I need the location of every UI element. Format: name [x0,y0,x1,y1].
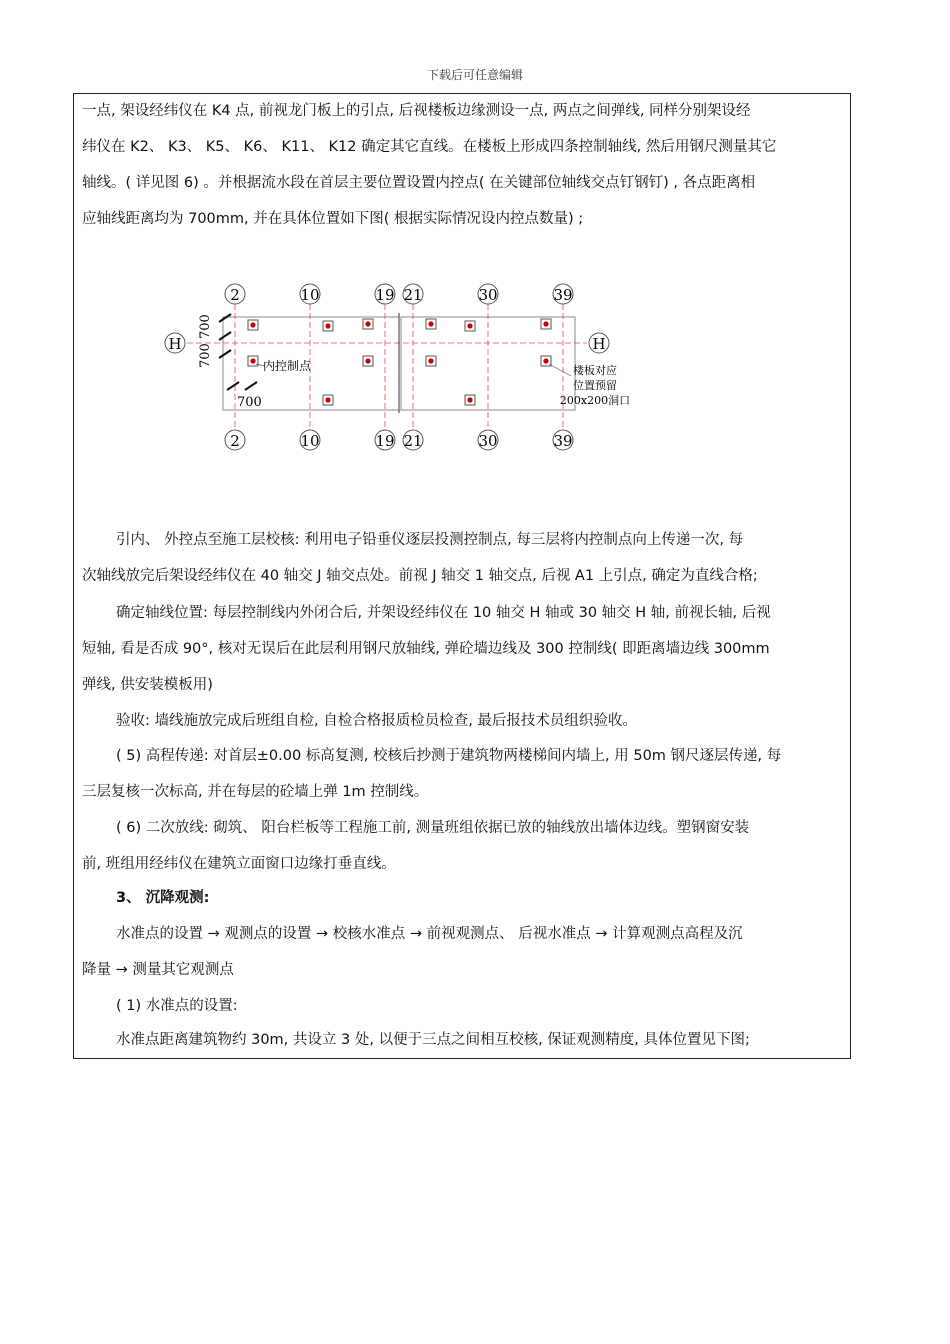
svg-text:19: 19 [375,432,395,450]
axis-bubble [478,284,498,304]
svg-text:30: 30 [478,286,498,304]
paragraph-benchmark-setup [82,1022,878,1058]
paragraph-elevation-transfer [82,738,878,810]
svg-text:21: 21 [403,286,423,304]
row-label-left [165,333,185,353]
svg-text:19: 19 [375,286,395,304]
svg-text:2: 2 [230,432,240,450]
svg-text:10: 10 [300,432,320,450]
dimension-horizontal-label: 700 [237,395,262,410]
text-line: 三层复核一次标高, 并在每层的砼墙上弹 1m 控制线。 [82,784,429,800]
text-line: 轴线。( 详见图 6) 。并根据流水段在首层主要位置设置内控点( 在关键部位轴线交点钉钢钉) , 各点距离相 [82,175,756,191]
control-point [363,319,373,329]
row-label-right [589,333,609,353]
axis-bubble [375,430,395,450]
svg-text:21: 21 [403,432,423,450]
paragraph-secondary-layout [82,810,878,882]
axis-bubble [300,284,320,304]
text-line: 纬仪在 K2、 K3、 K5、 K6、 K11、 K12 确定其它直线。在楼板上形成四条控制轴线, 然后用钢尺测量其它 [82,139,777,155]
axis-bubble [553,284,573,304]
paragraph-acceptance [82,703,878,739]
text-line: 验收: 墙线施放完成后班组自检, 自检合格报质检员检查, 最后报技术员组织验收。 [116,713,637,729]
axis-bubble [553,430,573,450]
text-line: 确定轴线位置: 每层控制线内外闭合后, 并架设经纬仪在 10 轴交 H 轴或 30 轴交 H 轴, 前视长轴, 后视 [116,605,771,621]
svg-text:H: H [592,335,606,353]
control-point [541,319,551,329]
opening-note-line: 楼板对应 [573,364,617,377]
text-line: ( 1) 水准点的设置: [116,998,238,1014]
text-line: 一点, 架设经纬仪在 K4 点, 前视龙门板上的引点, 后视楼板边缘测设一点, 两点之间弹线, 同样分别架设经 [82,103,751,119]
axis-bubble [225,284,245,304]
paragraph-axis-position [82,595,878,703]
control-point [323,395,333,405]
text-line: ( 6) 二次放线: 砌筑、 阳台栏板等工程施工前, 测量班组依据已放的轴线放出墙体边线。塑钢窗安装 [116,820,750,836]
text-line: 水准点距离建筑物约 30m, 共设立 3 处, 以便于三点之间相互校核, 保证观测精度, 具体位置见下图; [116,1032,750,1048]
paragraph-settlement-flow [82,916,878,988]
paragraph-benchmark-heading [82,988,878,1024]
control-point [323,321,333,331]
control-point [248,356,258,366]
svg-text:H: H [168,335,182,353]
svg-text:2: 2 [230,286,240,304]
text-line: 次轴线放完后架设经纬仪在 40 轴交 J 轴交点处。前视 J 轴交 1 轴交点, 后视 A1 上引点, 确定为直线合格; [82,568,758,584]
text-line: 前, 班组用经纬仪在建筑立面窗口边缘打垂直线。 [82,856,396,872]
opening-note-line: 200x200洞口 [559,394,631,407]
opening-note-line: 位置预留 [573,379,617,392]
control-point [248,320,258,330]
axis-bubble [478,430,498,450]
text-line: ( 5) 高程传递: 对首层±0.00 标高复测, 校核后抄测于建筑物两楼梯间内墙上, 用 50m 钢尺逐层传递, 每 [116,748,782,764]
page-header: 下载后可任意编辑 [426,68,523,82]
axis-bubble [300,430,320,450]
svg-text:30: 30 [478,432,498,450]
axis-bubble [225,430,245,450]
text-line: 降量 → 测量其它观测点 [82,962,234,978]
axis-bubble [403,284,423,304]
dimension-vertical-label: 700 700 [198,314,213,368]
axis-bubble [375,284,395,304]
control-point [465,321,475,331]
svg-text:39: 39 [553,432,573,450]
text-line: 水准点的设置 → 观测点的设置 → 校核水准点 → 前视观测点、 后视水准点 → 计算观测点高程及沉 [116,926,743,942]
axis-bubble [403,430,423,450]
control-point [465,395,475,405]
control-point-diagram [155,278,675,458]
text-line: 应轴线距离均为 700mm, 并在具体位置如下图( 根据实际情况设内控点数量) ; [82,211,584,227]
paragraph-control-transfer [82,522,878,594]
axis-labels-top [225,284,573,304]
control-point [426,319,436,329]
control-point [363,356,373,366]
text-line: 弹线, 供安装模板用) [82,677,213,693]
control-point [426,356,436,366]
axis-labels-bottom [225,430,573,450]
text-line: 引内、 外控点至施工层校核: 利用电子铅垂仪逐层投测控制点, 每三层将内控制点向上传递一次, 每 [116,532,744,548]
section-heading-settlement: 3、 沉降观测: [116,890,210,906]
inner-control-point-label: 内控制点 [263,359,312,373]
svg-text:39: 39 [553,286,573,304]
text-line: 短轴, 看是否成 90°, 核对无误后在此层利用钢尺放轴线, 弹砼墙边线及 300 控制线( 即距离墙边线 300mm [82,641,770,657]
paragraph-axis-setup [82,93,844,237]
svg-text:10: 10 [300,286,320,304]
